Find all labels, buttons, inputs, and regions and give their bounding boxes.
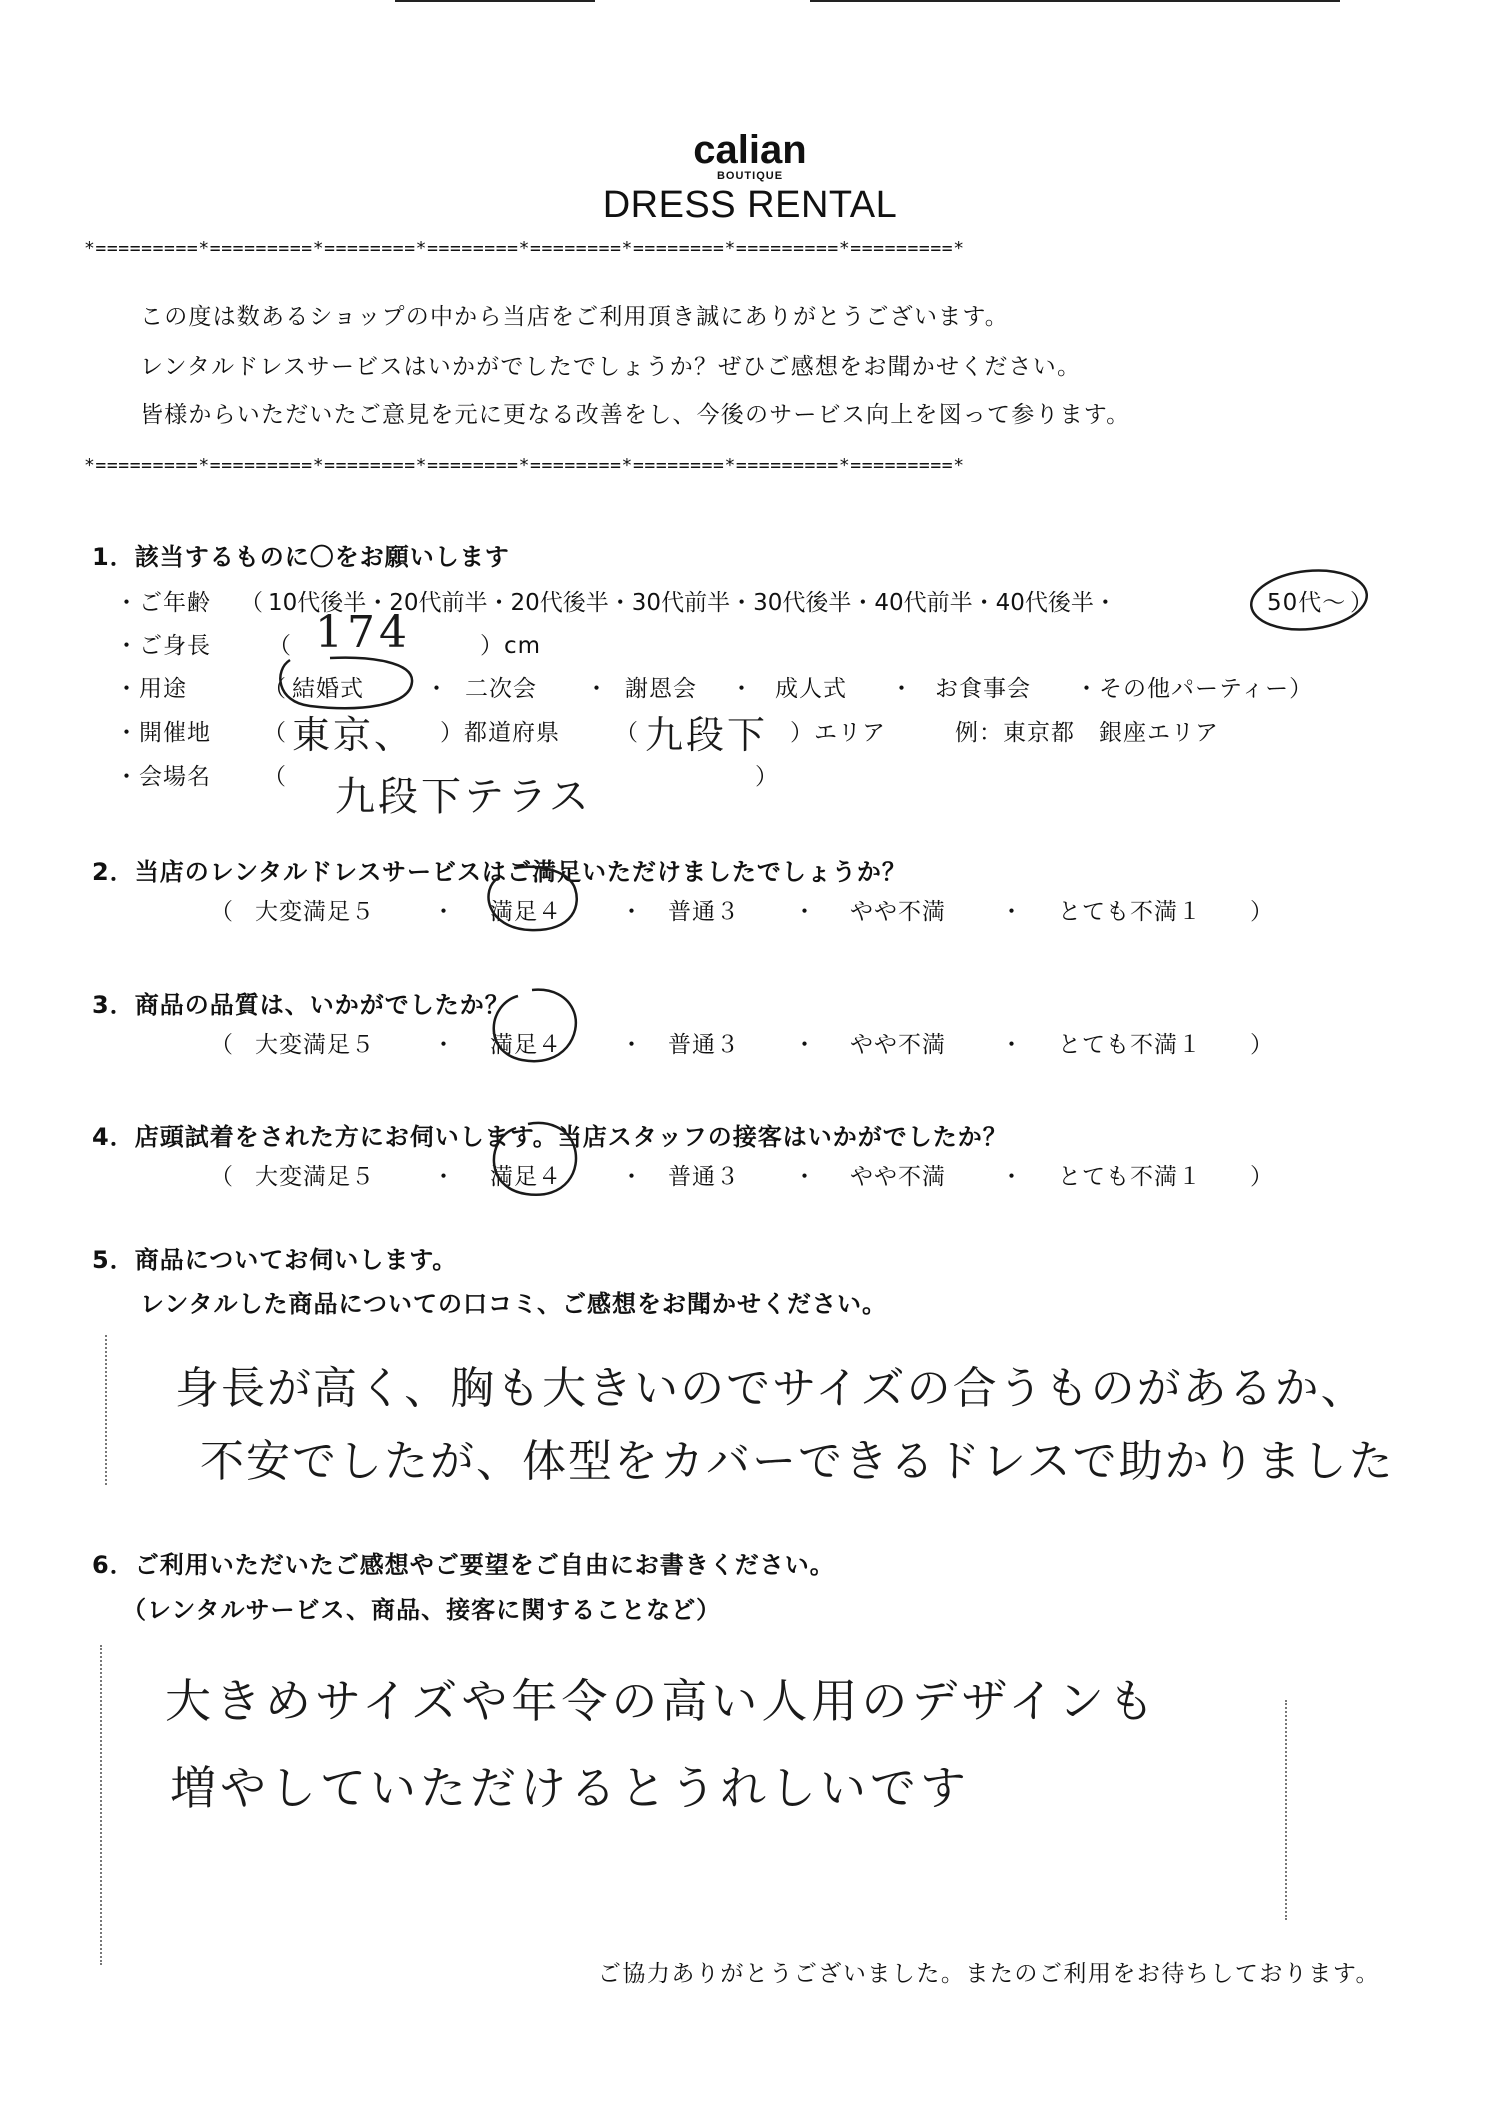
height-value[interactable]: 174 bbox=[315, 607, 411, 658]
answer-box-edge bbox=[1285, 1700, 1287, 1920]
rating-very-satisfied[interactable]: 大変満足５ bbox=[255, 1032, 375, 1058]
rating-slightly-unsatisfied[interactable]: やや不満 bbox=[850, 1032, 946, 1058]
location-open: （ bbox=[263, 720, 287, 746]
purpose-option: 成人式 bbox=[775, 676, 847, 702]
venue-value[interactable]: 九段下テラス bbox=[335, 774, 592, 820]
intro-line: この度は数あるショップの中から当店をご利用頂き誠にありがとうございます。 bbox=[140, 304, 1009, 330]
rating-very-unsatisfied[interactable]: とても不満１ bbox=[1058, 1164, 1202, 1190]
rating-sep: ・ bbox=[432, 899, 456, 925]
area-suffix: ）エリア bbox=[790, 720, 886, 746]
divider-bottom: *=========*=========*========*========*========*========*=========*=========* bbox=[84, 455, 965, 476]
brand-logo-subtitle: BOUTIQUE bbox=[716, 170, 784, 182]
q3-circle-mark bbox=[478, 982, 588, 1070]
rating-close: ） bbox=[1250, 899, 1274, 925]
rating-close: ） bbox=[1250, 1164, 1274, 1190]
area-open: （ bbox=[615, 720, 639, 746]
q6-answer-line[interactable]: 大きめサイズや年令の高い人用のデザインも bbox=[165, 1674, 1159, 1728]
purpose-option: お食事会 bbox=[935, 676, 1031, 702]
purpose-option: ・ bbox=[585, 676, 609, 702]
rating-satisfied[interactable]: 満足４ bbox=[490, 1164, 562, 1190]
rating-very-satisfied[interactable]: 大変満足５ bbox=[255, 899, 375, 925]
rating-sep: ・ bbox=[620, 1164, 644, 1190]
prefecture-value[interactable]: 東京、 bbox=[292, 713, 416, 757]
area-value[interactable]: 九段下 bbox=[645, 713, 769, 757]
purpose-selected[interactable]: 結婚式 bbox=[292, 676, 364, 702]
location-label: ・開催地 bbox=[115, 720, 211, 746]
rating-open: （ bbox=[210, 1032, 234, 1058]
age-options: 10代後半・20代前半・20代後半・30代前半・30代後半・40代前半・40代後半・ bbox=[268, 590, 1117, 616]
rating-close: ） bbox=[1250, 1032, 1274, 1058]
rating-normal[interactable]: 普通３ bbox=[668, 1032, 740, 1058]
venue-open: （ bbox=[263, 764, 287, 790]
height-label: ・ご身長 bbox=[115, 633, 211, 659]
location-example: 例：東京都 銀座エリア bbox=[955, 720, 1219, 746]
age-circle-mark bbox=[1247, 566, 1375, 636]
purpose-option: ・その他パーティー） bbox=[1075, 676, 1314, 702]
question-3-title: 3．商品の品質は、いかがでしたか？ bbox=[92, 991, 510, 1019]
question-6-title: 6．ご利用いただいたご感想やご要望をご自由にお書きください。 bbox=[92, 1551, 835, 1579]
question-1-title: 1．該当するものに〇をお願いします bbox=[92, 543, 510, 571]
intro-line: レンタルドレスサービスはいかがでしたでしょうか？ぜひご感想をお聞かせください。 bbox=[140, 354, 1082, 380]
venue-label: ・会場名 bbox=[115, 764, 211, 790]
height-unit: ）cm bbox=[480, 633, 542, 659]
age-label: ・ご年齢 bbox=[115, 590, 211, 616]
page-title: DRESS RENTAL bbox=[602, 184, 898, 226]
rating-sep: ・ bbox=[793, 1032, 817, 1058]
age-close: ） bbox=[1350, 590, 1374, 616]
brand-logo: calian bbox=[693, 128, 807, 172]
age-selected[interactable]: 50代～ bbox=[1267, 590, 1347, 616]
q4-circle-mark bbox=[478, 1114, 588, 1204]
purpose-option: 二次会 bbox=[465, 676, 537, 702]
footer-thanks: ご協力ありがとうございました。またのご利用をお待ちしております。 bbox=[597, 1961, 1380, 1987]
rating-sep: ・ bbox=[1000, 1032, 1024, 1058]
q5-answer-line[interactable]: 不安でしたが、体型をカバーできるドレスで助かりました bbox=[200, 1436, 1395, 1487]
purpose-option: ・ bbox=[425, 676, 449, 702]
scan-edge-line bbox=[810, 0, 1340, 2]
divider-top: *=========*=========*========*========*========*========*=========*=========* bbox=[84, 238, 965, 259]
height-open: （ bbox=[268, 633, 292, 659]
purpose-option: ・ bbox=[890, 676, 914, 702]
purpose-option: ・ bbox=[730, 676, 754, 702]
purpose-option: 謝恩会 bbox=[625, 676, 697, 702]
rating-open: （ bbox=[210, 899, 234, 925]
purpose-label: ・用途 bbox=[115, 676, 187, 702]
rating-satisfied[interactable]: 満足４ bbox=[490, 899, 562, 925]
rating-normal[interactable]: 普通３ bbox=[668, 1164, 740, 1190]
rating-slightly-unsatisfied[interactable]: やや不満 bbox=[850, 1164, 946, 1190]
rating-very-satisfied[interactable]: 大変満足５ bbox=[255, 1164, 375, 1190]
answer-box-edge bbox=[100, 1645, 102, 1965]
question-4-title: 4．店頭試着をされた方にお伺いします。当店スタッフの接客はいかがでしたか？ bbox=[92, 1123, 1008, 1151]
rating-open: （ bbox=[210, 1164, 234, 1190]
question-2-title: 2．当店のレンタルドレスサービスはご満足いただけましたでしょうか？ bbox=[92, 858, 907, 886]
rating-sep: ・ bbox=[1000, 1164, 1024, 1190]
rating-sep: ・ bbox=[620, 1032, 644, 1058]
purpose-open: （ bbox=[263, 676, 287, 702]
q2-circle-mark bbox=[478, 858, 588, 938]
scan-edge-line bbox=[395, 0, 595, 2]
intro-line: 皆様からいただいたご意見を元に更なる改善をし、今後のサービス向上を図って参ります。 bbox=[140, 402, 1131, 428]
venue-close: ） bbox=[755, 764, 779, 790]
rating-sep: ・ bbox=[1000, 899, 1024, 925]
rating-very-unsatisfied[interactable]: とても不満１ bbox=[1058, 1032, 1202, 1058]
q5-answer-line[interactable]: 身長が高く、胸も大きいのでサイズの合うものがあるか、 bbox=[175, 1363, 1367, 1414]
q6-answer-line[interactable]: 増やしていただけるとうれしいです bbox=[170, 1761, 970, 1815]
answer-box-edge bbox=[105, 1335, 107, 1485]
rating-sep: ・ bbox=[793, 899, 817, 925]
prefecture-suffix: ）都道府県 bbox=[440, 720, 560, 746]
rating-satisfied[interactable]: 満足４ bbox=[490, 1032, 562, 1058]
rating-very-unsatisfied[interactable]: とても不満１ bbox=[1058, 899, 1202, 925]
question-5-subtitle: レンタルした商品についての口コミ、ご感想をお聞かせください。 bbox=[140, 1290, 887, 1318]
rating-sep: ・ bbox=[432, 1032, 456, 1058]
rating-slightly-unsatisfied[interactable]: やや不満 bbox=[850, 899, 946, 925]
rating-normal[interactable]: 普通３ bbox=[668, 899, 740, 925]
age-open: （ bbox=[240, 590, 264, 616]
rating-sep: ・ bbox=[432, 1164, 456, 1190]
rating-sep: ・ bbox=[620, 899, 644, 925]
rating-sep: ・ bbox=[793, 1164, 817, 1190]
question-6-subtitle: （レンタルサービス、商品、接客に関することなど） bbox=[122, 1596, 722, 1624]
question-5-title: 5．商品についてお伺いします。 bbox=[92, 1246, 458, 1274]
